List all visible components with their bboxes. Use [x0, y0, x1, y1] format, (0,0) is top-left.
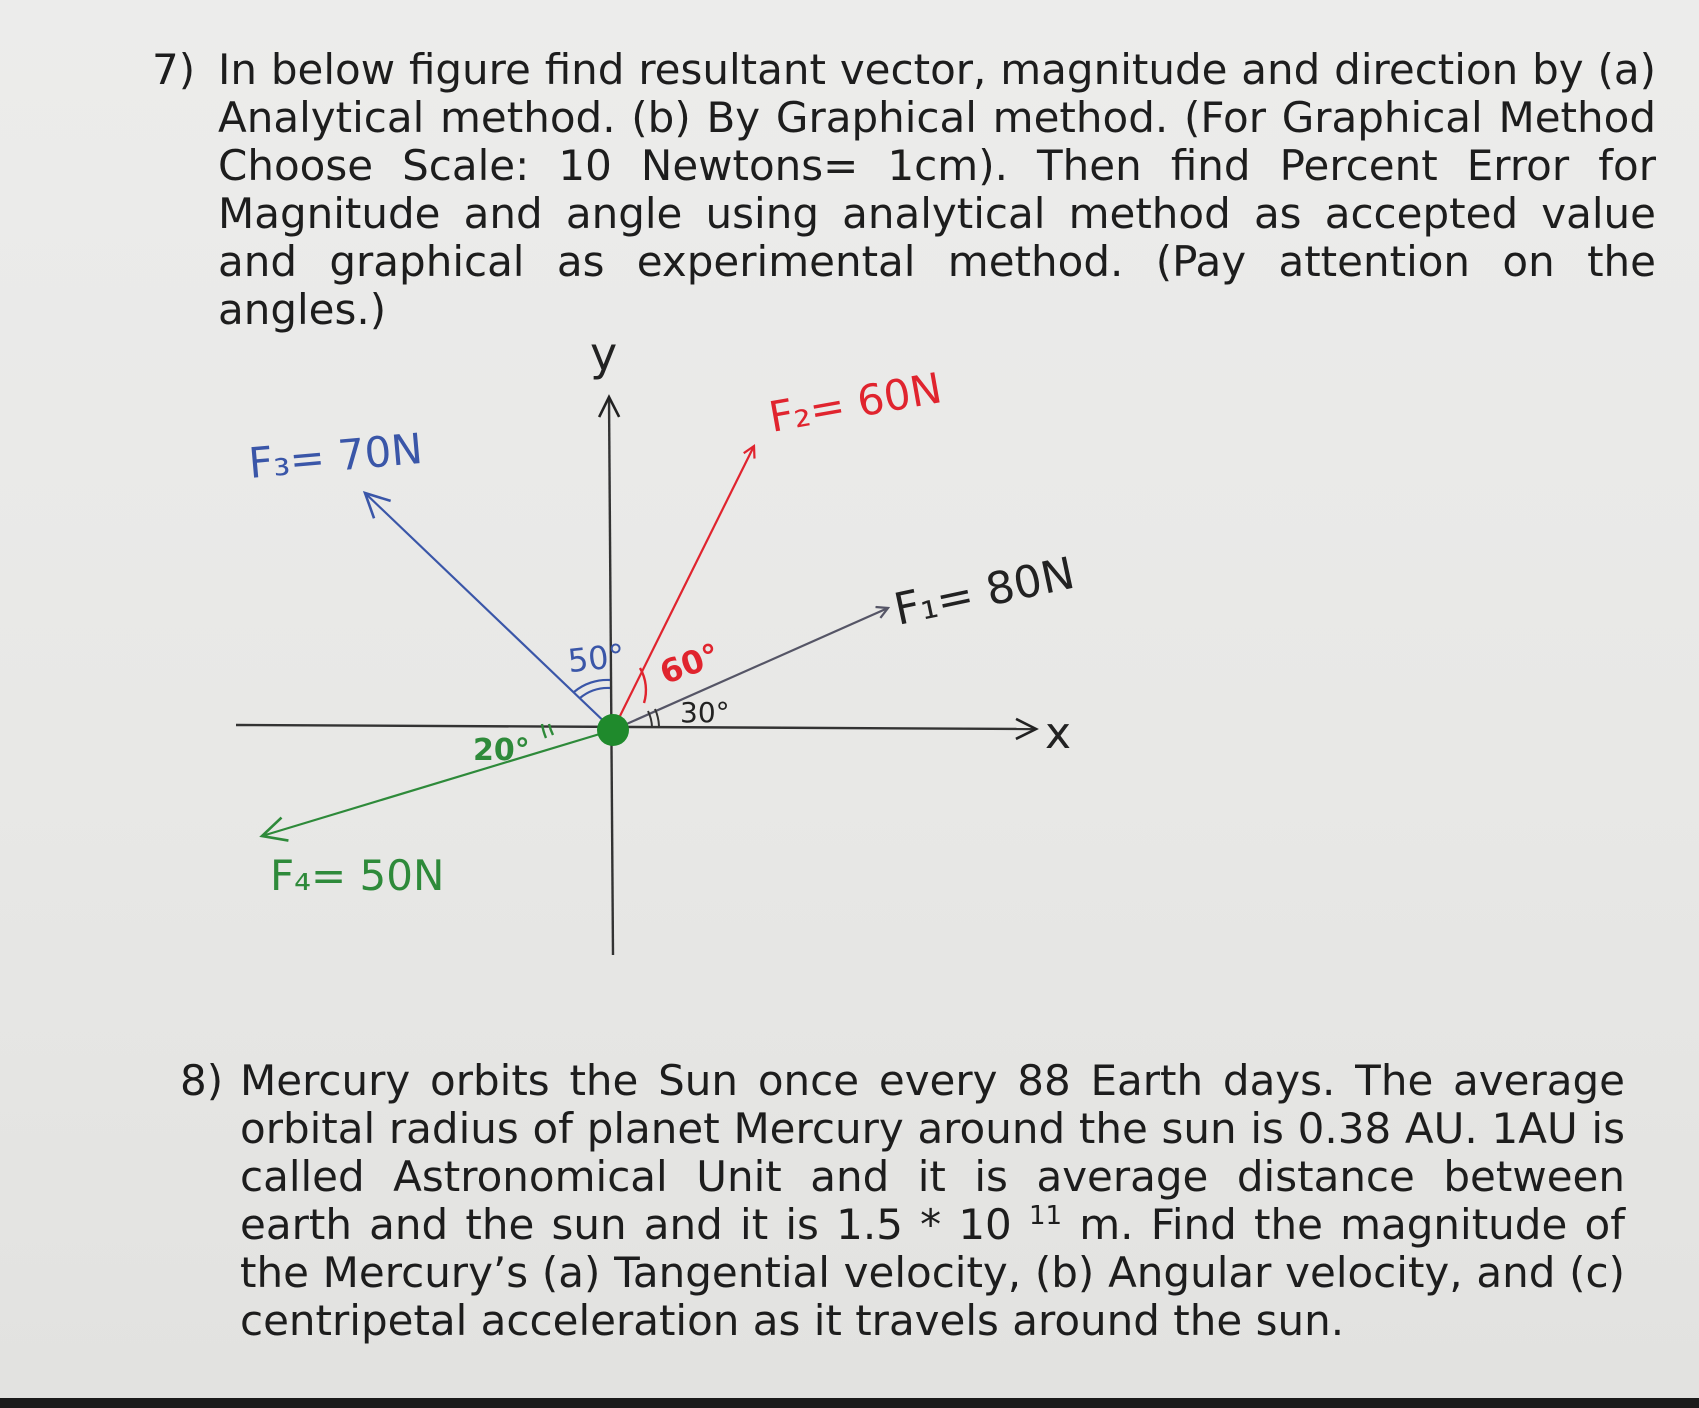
angle-label-60: 60° [654, 635, 725, 692]
origin-dot [597, 714, 629, 746]
force-label-f2: F₂= 60N [765, 363, 946, 442]
force-vector-f3 [365, 493, 613, 730]
x-axis-label: x [1045, 708, 1072, 759]
question-8-text-part-2: m. Find the magnitude of the Mercury’s (a) Tangential velocity, (b) Angular velocity, and (c) centripetal acceleration as it travels around the sun. [240, 1200, 1625, 1345]
force-vector-f1 [613, 608, 888, 730]
angle-label-30: 30° [680, 696, 730, 729]
question-8-exponent: 11 [1028, 1201, 1063, 1231]
force-label-f4: F₄= 50N [270, 851, 445, 900]
force-vector-f4 [262, 730, 613, 836]
angle-arc-30-inner [655, 709, 659, 726]
force-label-f3: F₃= 70N [246, 423, 425, 488]
force-label-f1: F₁= 80N [889, 547, 1079, 636]
question-8-number: 8) [180, 1056, 224, 1105]
question-8-text-part-1: Mercury orbits the Sun once every 88 Earth days. The average orbital radius of planet Mercury around the sun is 0.38 AU. 1AU is called Astronomical Unit and it is average distance between earth and the sun and it is 1.5 * 10 [240, 1056, 1625, 1249]
angle-label-20: 20° [473, 733, 530, 768]
question-7-text: In below figure find resultant vector, magnitude and direction by (a) Analytical method. (b) By Graphical method. (For Graphical Method Choose Scale: 10 Newtons= 1cm). Then find Percent Error for Magnitude and angle using analytical method as accepted value and graphical as experimental method. (Pay attention on the angles.) [218, 45, 1656, 334]
x-axis-line [236, 725, 1036, 729]
question-7-number: 7) [152, 45, 196, 94]
force-vector-f2 [613, 446, 754, 730]
angle-arc-50-inner [580, 688, 610, 698]
angle-label-50: 50° [566, 636, 627, 681]
y-axis-label: y [590, 327, 618, 381]
question-8-text [240, 1057, 1625, 1345]
